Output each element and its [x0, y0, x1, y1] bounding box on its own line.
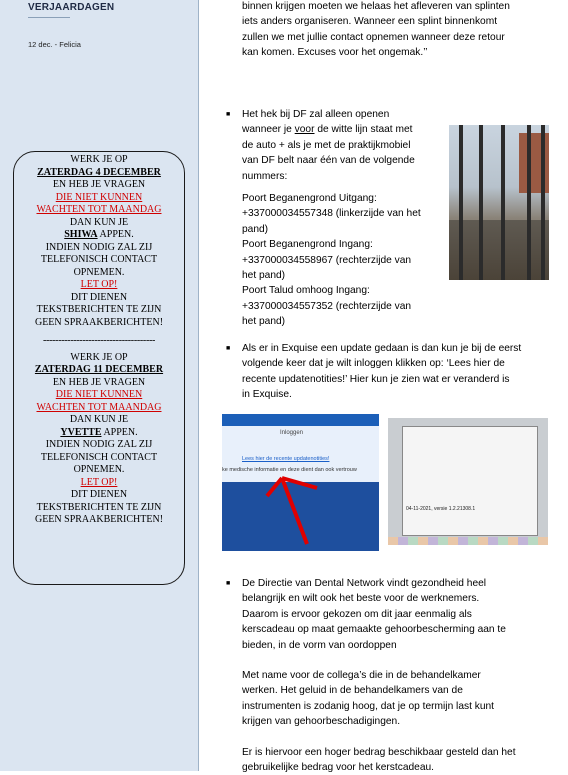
notice-red-line: DIE NIET KUNNEN — [55, 191, 143, 203]
text-line: bieden, in de vorm van oordoppen — [242, 639, 397, 651]
notice-line: GEEN SPRAAKBERICHTEN! — [34, 514, 164, 525]
text-line: Het hek bij DF zal alleen openen — [242, 109, 390, 120]
weekend-notice-box — [13, 151, 185, 585]
text-line: kan komen. Excuses voor het ongemak.’’ — [242, 47, 428, 59]
notice-line: DIT DIENEN — [70, 291, 128, 303]
text-line: Daarom is ervoor gekozen om dit jaar eenmalig als — [242, 608, 472, 620]
heading-underline — [28, 17, 70, 18]
notice-line: TEKSTBERICHTEN TE ZIJN — [36, 501, 162, 513]
notice-red-line: DIE NIET KUNNEN — [55, 389, 143, 400]
text-span: wanneer je — [242, 124, 295, 136]
bullet-icon: ■ — [226, 345, 231, 352]
text-line: iets anders organiseren. Wanneer een splint binnenkomt — [242, 16, 498, 28]
sidebar — [0, 0, 199, 771]
text-span: de witte lijn staat met — [314, 124, 413, 136]
notice-app-text: APPEN. — [101, 426, 138, 438]
bullet-icon: ■ — [226, 111, 231, 118]
notice-line: OPNEMEN. — [73, 464, 125, 475]
text-line: belangrijk en wilt ook het beste voor de werknemers. — [242, 593, 480, 605]
gate-paragraph — [242, 107, 452, 330]
directie-paragraph — [242, 576, 562, 775]
gate-entry-name: Poort Beganengrond Uitgang: — [242, 193, 377, 205]
notice-line: INDIEN NODIG ZAL ZIJ — [45, 439, 153, 450]
gate-photo — [449, 125, 549, 280]
notice-separator: ------------------------------------- — [42, 335, 156, 346]
text-line — [242, 122, 452, 137]
notice-contact-line — [14, 229, 184, 242]
notice-line: TEKSTBERICHTEN TE ZIJN — [36, 304, 162, 315]
gate-entry-name: Poort Beganengrond Ingang: — [242, 239, 373, 251]
notice-contact-name: YVETTE — [60, 426, 102, 438]
notice-line: DIT DIENEN — [70, 489, 128, 500]
birthday-entry: 12 dec. - Felicia — [28, 40, 81, 49]
notice-line: DAN KUN JE — [69, 216, 129, 228]
exquise-login-screenshot — [222, 414, 379, 551]
gate-entry-side: pand) — [242, 223, 269, 235]
update-notes-link: Lees hier de recente updatenotities! — [242, 456, 330, 462]
birthdays-heading: VERJAARDAGEN — [28, 2, 115, 13]
notice-red-line: WACHTEN TOT MAANDAG — [36, 401, 162, 413]
text-line: de auto + als je met de praktijkmobiel — [242, 139, 411, 151]
notice-line: TELEFONISCH CONTACT — [40, 451, 158, 463]
notice-line: EN HEB JE VRAGEN — [52, 376, 146, 388]
text-line: kerscadeau op maat gemaakte gehoorbescherming aan te — [242, 624, 506, 636]
notice-contact-line — [14, 427, 184, 440]
notice-line: GEEN SPRAAKBERICHTEN! — [34, 316, 164, 328]
text-line: binnen krijgen moeten we helaas het afleveren van splinten — [242, 1, 510, 12]
gate-entry-number: +337000034557352 (rechterzijde van — [242, 300, 412, 312]
text-line: krijgen van gehoorbeschadigingen. — [242, 716, 401, 728]
notice-day: ZATERDAG 11 DECEMBER — [34, 364, 164, 375]
text-line: volgende keer dat je wilt inloggen klikken op: ‘Lees hier de — [242, 358, 505, 370]
red-arrow-icon — [222, 414, 379, 551]
notice-line: EN HEB JE VRAGEN — [52, 179, 146, 190]
login-text: ke medische informatie en deze dient dan ook vertrouw — [222, 467, 357, 473]
text-line: zullen we met jullie contact opnemen wanneer deze retour — [242, 31, 505, 43]
gate-entry-side: het pand) — [242, 316, 286, 328]
text-line: Als er in Exquise een update gedaan is dan kun je bij de eerst — [242, 343, 522, 354]
bullet-icon: ■ — [226, 580, 231, 587]
text-line: gebruikelijke bedrag voor het kerstcadeau. — [242, 762, 434, 774]
notice-line: WERK JE OP — [70, 154, 128, 165]
gate-entry-side: het pand) — [242, 270, 286, 282]
text-line: in Exquise. — [242, 389, 292, 401]
text-line: nummers: — [242, 170, 288, 182]
text-line: van DF belt naar één van de volgende — [242, 155, 415, 167]
text-line: werken. Het geluid in de behandelkamers van de — [242, 685, 463, 697]
notice-line: TELEFONISCH CONTACT — [40, 254, 158, 265]
notice-red-line: WACHTEN TOT MAANDAG — [36, 204, 162, 215]
gate-entry-number: +337000034558967 (rechterzijde van — [242, 254, 412, 266]
notice-contact-name: SHIWA — [64, 229, 98, 240]
notice-line: WERK JE OP — [70, 351, 128, 363]
exquise-paragraph — [242, 341, 562, 403]
gate-entry-name: Poort Talud omhoog Ingang: — [242, 285, 370, 297]
notice-day: ZATERDAG 4 DECEMBER — [37, 166, 161, 178]
login-title: Inloggen — [280, 430, 304, 436]
text-line: Er is hiervoor een hoger bedrag beschikbaar gesteld dan het — [242, 746, 516, 758]
notice-let-op: LET OP! — [80, 476, 118, 488]
about-window — [402, 426, 538, 536]
notice-line: DAN KUN JE — [69, 414, 129, 425]
notice-line: INDIEN NODIG ZAL ZIJ — [45, 241, 153, 253]
gate-entry-number: +337000034557348 (linkerzijde van het — [242, 208, 421, 220]
intro-paragraph — [242, 0, 562, 61]
text-line: De Directie van Dental Network vindt gezondheid heel — [242, 578, 487, 589]
version-text: 04-11-2021, versie 1.2.21308.1 — [406, 506, 476, 512]
underlined-word: voor — [294, 124, 315, 136]
notice-let-op: LET OP! — [80, 279, 118, 290]
version-photo — [388, 418, 548, 545]
notice-line: OPNEMEN. — [73, 266, 125, 278]
text-line: recente updatenotities!’ Hier kun je zien wat er veranderd is — [242, 373, 510, 385]
text-line: instrumenten is zodanig hoog, dat je op termijn last kunt — [242, 700, 495, 712]
text-line: Met name voor de collega’s die in de behandelkamer — [242, 670, 481, 682]
notice-app-text: APPEN. — [97, 229, 134, 240]
